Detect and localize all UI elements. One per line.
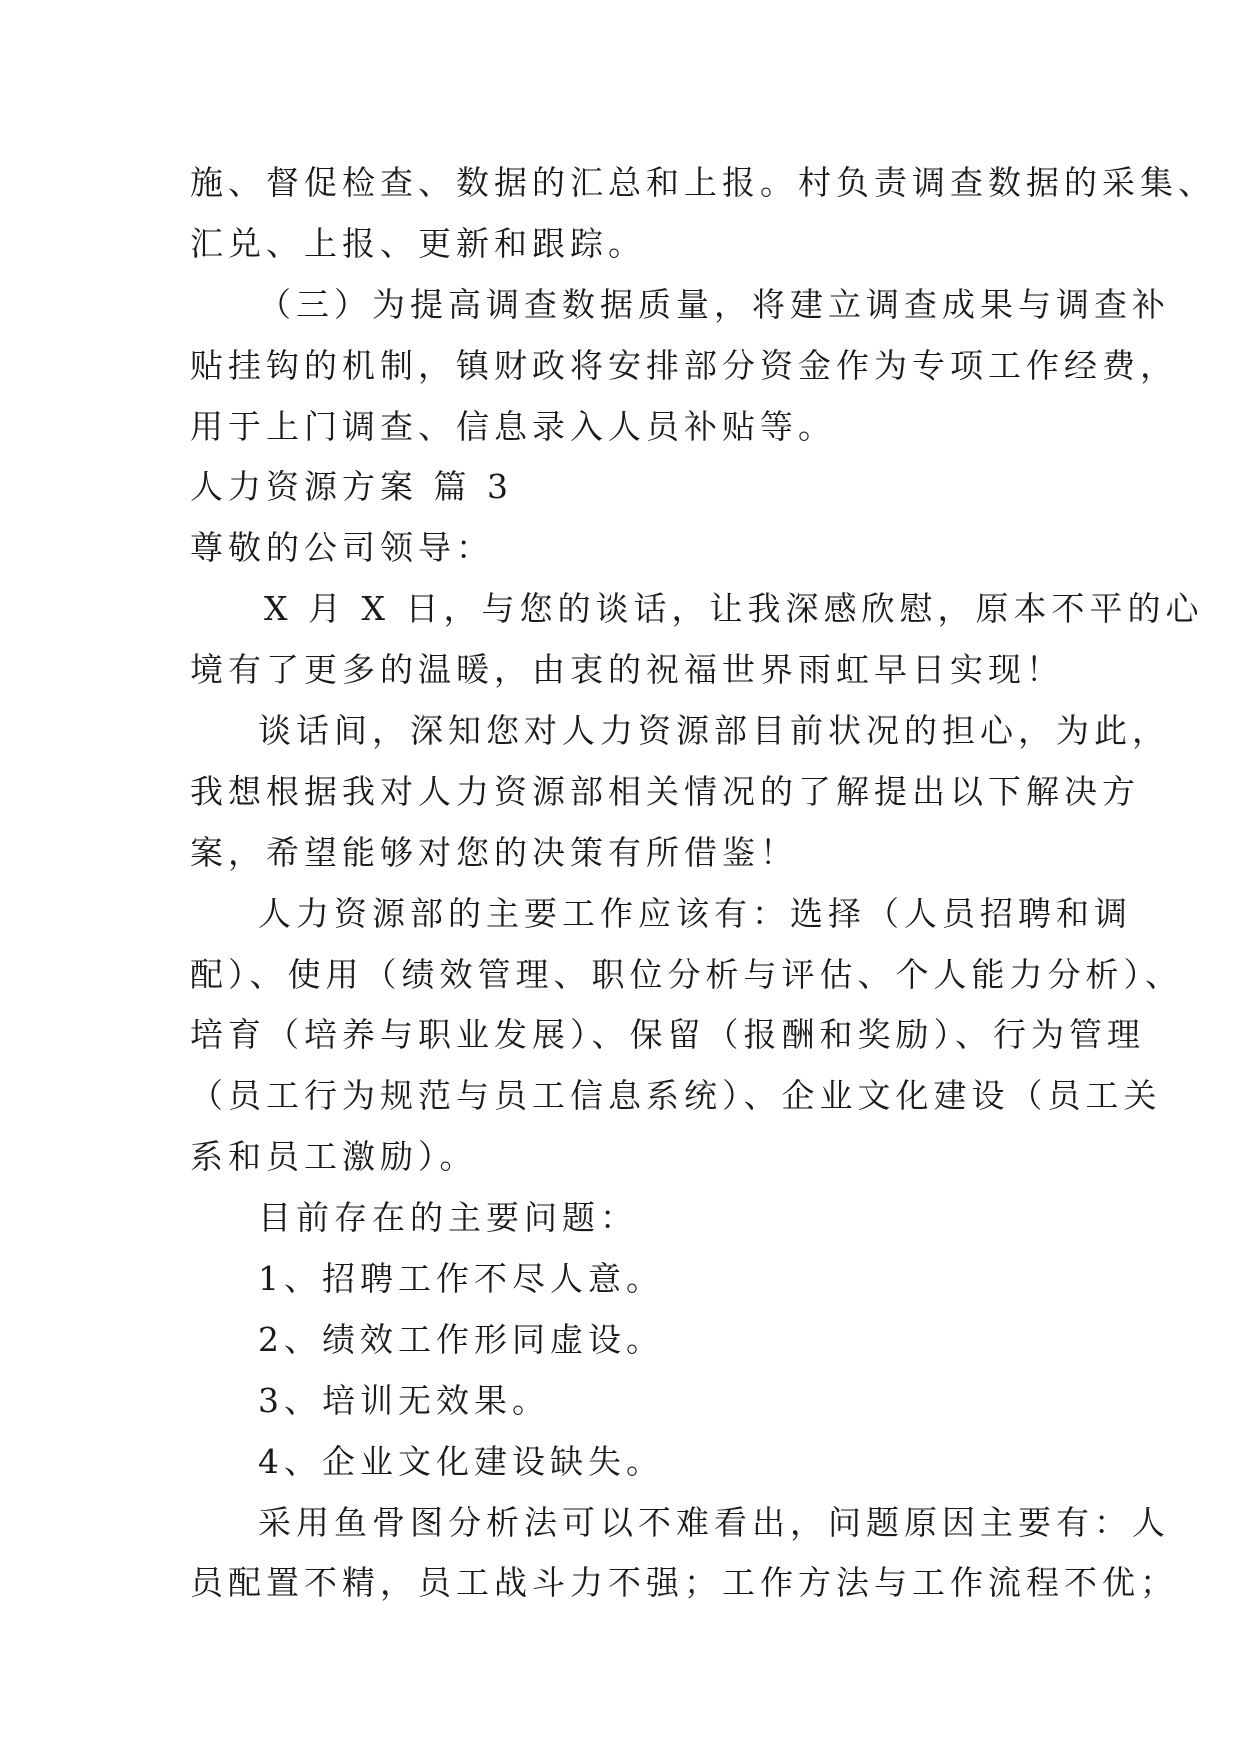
document-body bbox=[190, 153, 1216, 1614]
section-heading: 人力资源方案 篇 3 bbox=[190, 467, 513, 507]
body-line: 员配置不精，员工战斗力不强；工作方法与工作流程不优； bbox=[190, 1563, 1178, 1603]
salutation: 尊敬的公司领导： bbox=[190, 528, 494, 568]
body-line: 系和员工激励）。 bbox=[190, 1137, 478, 1177]
body-line: 人力资源部的主要工作应该有：选择（人员招聘和调 bbox=[258, 893, 1132, 933]
body-line: 谈话间，深知您对人力资源部目前状况的担心，为此， bbox=[258, 711, 1170, 751]
body-line: 配）、使用（绩效管理、职位分析与评估、个人能力分析）、 bbox=[190, 954, 1183, 994]
body-line: （员工行为规范与员工信息系统）、企业文化建设（员工关 bbox=[190, 1076, 1162, 1116]
body-line: 境有了更多的温暖，由衷的祝福世界雨虹早日实现！ bbox=[190, 650, 1064, 690]
list-item: 1、招聘工作不尽人意。 bbox=[258, 1259, 664, 1299]
body-line: X 月 X 日，与您的谈话，让我深感欣慰，原本不平的心 bbox=[264, 589, 1204, 629]
body-line: （三）为提高调查数据质量，将建立调查成果与调查补 bbox=[258, 284, 1170, 324]
body-line: 采用鱼骨图分析法可以不难看出，问题原因主要有：人 bbox=[258, 1502, 1170, 1542]
list-item: 2、绩效工作形同虚设。 bbox=[258, 1319, 664, 1359]
body-line: 贴挂钩的机制，镇财政将安排部分资金作为专项工作经费， bbox=[190, 345, 1178, 385]
body-line: 施、督促检查、数据的汇总和上报。村负责调查数据的采集、 bbox=[190, 163, 1216, 202]
list-item: 4、企业文化建设缺失。 bbox=[258, 1441, 664, 1481]
body-line: 我想根据我对人力资源部相关情况的了解提出以下解决方 bbox=[190, 771, 1140, 811]
body-line: 案，希望能够对您的决策有所借鉴！ bbox=[190, 832, 798, 872]
body-line: 用于上门调查、信息录入人员补贴等。 bbox=[190, 406, 836, 446]
body-line: 培育（培养与职业发展）、保留（报酬和奖励）、行为管理 bbox=[190, 1015, 1145, 1055]
body-line: 汇兑、上报、更新和跟踪。 bbox=[190, 223, 646, 263]
list-item: 3、培训无效果。 bbox=[258, 1380, 550, 1420]
body-line: 目前存在的主要问题： bbox=[258, 1198, 638, 1238]
